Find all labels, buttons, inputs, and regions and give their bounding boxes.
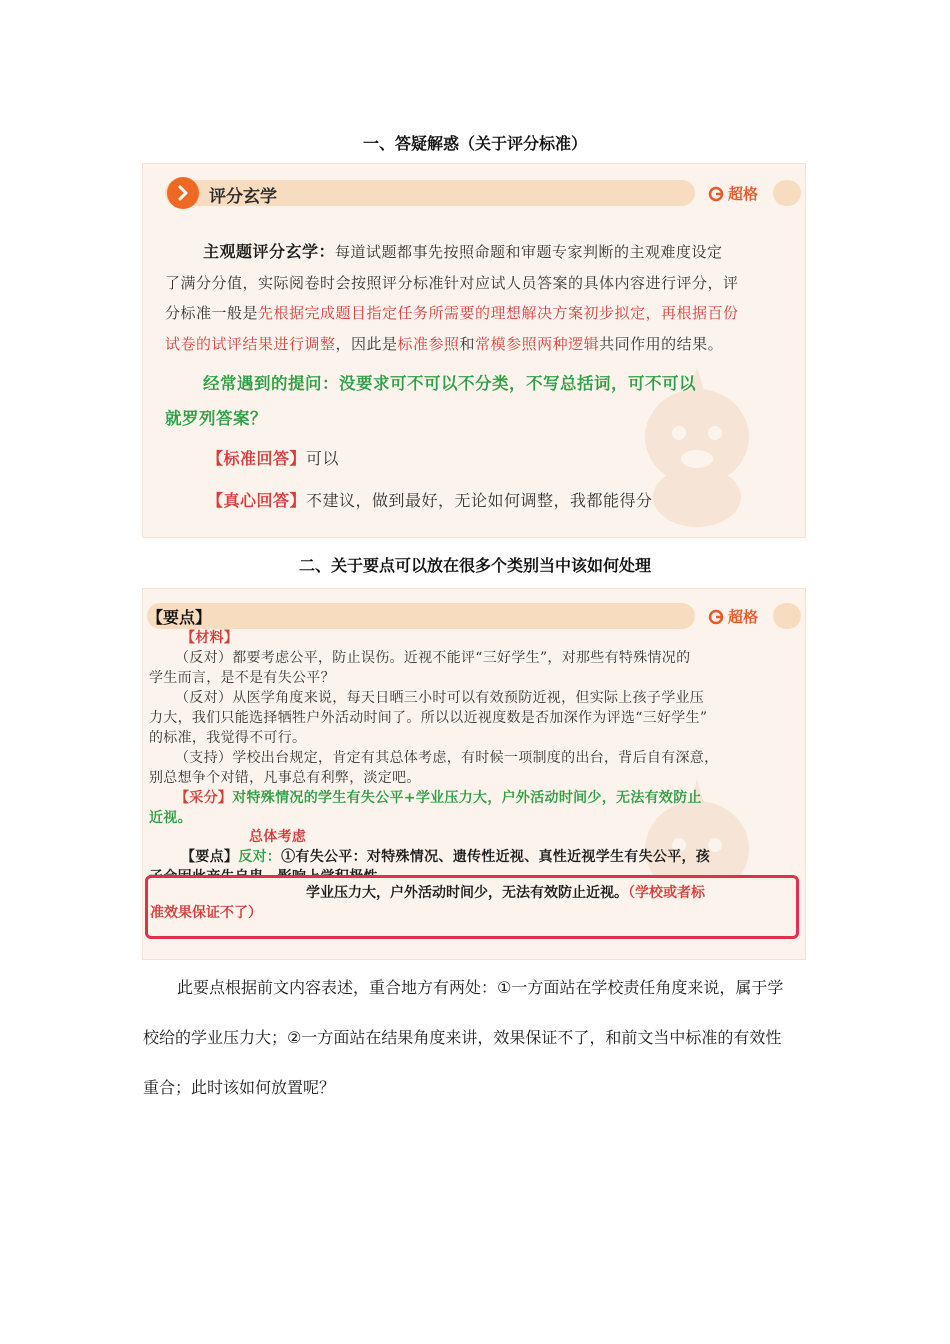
brand-logo: [708, 183, 758, 204]
point-line-1: [181, 848, 710, 868]
real-answer-tag: 【真心回答】: [207, 491, 307, 510]
handwritten-note: 总体考虑: [249, 829, 307, 845]
scoring-explanation: [165, 237, 785, 359]
standard-answer: [165, 444, 805, 475]
para-line-4b: ，因此是: [335, 334, 398, 353]
common-question: [165, 366, 785, 436]
score-text: 对特殊情况的学生有失公平+学业压力大，户外活动时间少，无法有效防止: [232, 790, 702, 806]
highlight-red-text: （学校或者标: [628, 885, 705, 901]
material-line-1: （反对）都要考虑公平，防止误伤。近视不能评“三好学生”，对那些有特殊情况的: [175, 650, 691, 666]
discussion-line-3: 重合；此时该如何放置呢？: [143, 1078, 336, 1097]
key-points-panel: [143, 589, 805, 959]
brand-name: 超格: [728, 185, 759, 203]
material-line-4: 力大，我们只能选择牺牲户外活动时间了。所以以近视度数是否加深作为评选“三好学生”: [149, 710, 708, 726]
standard-answer-text: 可以: [306, 449, 340, 468]
section1-heading: 一、答疑解惑（关于评分标准）: [362, 134, 587, 153]
para-line-3a: 分标准一般是: [165, 304, 259, 322]
brand-logo-icon: [708, 609, 724, 625]
material-line-3: （反对）从医学角度来说，每天日晒三小时可以有效预防近视，但实际上孩子学业压: [175, 690, 705, 706]
title-bar: [147, 603, 695, 629]
criterion-reference: 标准参照: [397, 334, 460, 353]
scoring-panel: [143, 164, 805, 537]
panel-title: 评分玄学: [209, 187, 277, 207]
point-tag: 【要点】: [181, 849, 239, 865]
para-line-4-red: 试卷的试评结果进行调整: [165, 334, 336, 353]
para-line-4f: 共同作用的结果。: [599, 334, 724, 353]
brand-logo: [708, 606, 758, 627]
highlight-box: [145, 875, 799, 939]
highlight-line-2: 准效果保证不了）: [150, 905, 262, 921]
para-line-4d: 和: [459, 334, 476, 353]
section2-heading: 二、关于要点可以放在很多个类别当中该如何处理: [298, 556, 651, 575]
score-line-2: 近视。: [149, 810, 192, 826]
brand-logo-icon: [708, 186, 724, 202]
discussion-line-1: 此要点根据前文内容表述，重合地方有两处：①一方面站在学校责任角度来说，属于学: [177, 978, 784, 997]
brand-name: 超格: [728, 608, 759, 626]
material-line-2: 学生而言，是不是有失公平？: [149, 670, 335, 686]
material-line-6: （支持）学校出台规定，肯定有其总体考虑，有时候一项制度的出台，背后自有深意，: [175, 750, 719, 766]
panel-title: 【要点】: [147, 608, 212, 627]
para-line-2: 了满分分值，实际阅卷时会按照评分标准针对应试人员答案的具体内容进行评分，评: [165, 273, 739, 292]
discussion-paragraph: [143, 963, 807, 1113]
chevron-right-icon: [167, 177, 199, 209]
highlight-line-1: [306, 882, 705, 902]
question-line-2: 就罗列答案？: [165, 409, 267, 428]
score-line-1: [175, 789, 702, 809]
material-line-5: 的标准，我觉得不可行。: [149, 730, 307, 746]
title-bar-end: [773, 603, 801, 629]
title-bar-end: [773, 180, 801, 206]
para-line-1: 每道试题都事先按照命题和审题专家判断的主观难度设定: [335, 243, 723, 261]
real-answer: [165, 486, 805, 517]
highlight-text: 学业压力大，户外活动时间少，无法有效防止近视。: [306, 885, 628, 901]
para-lead: 主观题评分玄学：: [203, 242, 336, 261]
para-line-3-red: 先根据完成题目指定任务所需要的理想解决方案初步拟定，再根据百份: [258, 304, 739, 322]
real-answer-text: 不建议，做到最好，无论如何调整，我都能得分: [306, 491, 653, 510]
question-line-1: 经常遇到的提问：没要求可不可以不分类，不写总括词，可不可以: [203, 374, 696, 393]
material-tag: 【材料】: [181, 630, 239, 646]
point-text: ①有失公平：对特殊情况、遗传性近视、真性近视学生有失公平，孩: [281, 849, 711, 865]
point-label: 反对：: [238, 849, 282, 865]
discussion-line-2: 校给的学业压力大；②一方面站在结果角度来讲，效果保证不了，和前文当中标准的有效性: [143, 1028, 782, 1047]
norm-reference: 常模参照两种逻辑: [475, 334, 600, 353]
material-line-7: 别总想争个对错，凡事总有利弊，淡定吧。: [149, 770, 421, 786]
standard-answer-tag: 【标准回答】: [207, 449, 307, 468]
score-tag: 【采分】: [175, 790, 233, 806]
